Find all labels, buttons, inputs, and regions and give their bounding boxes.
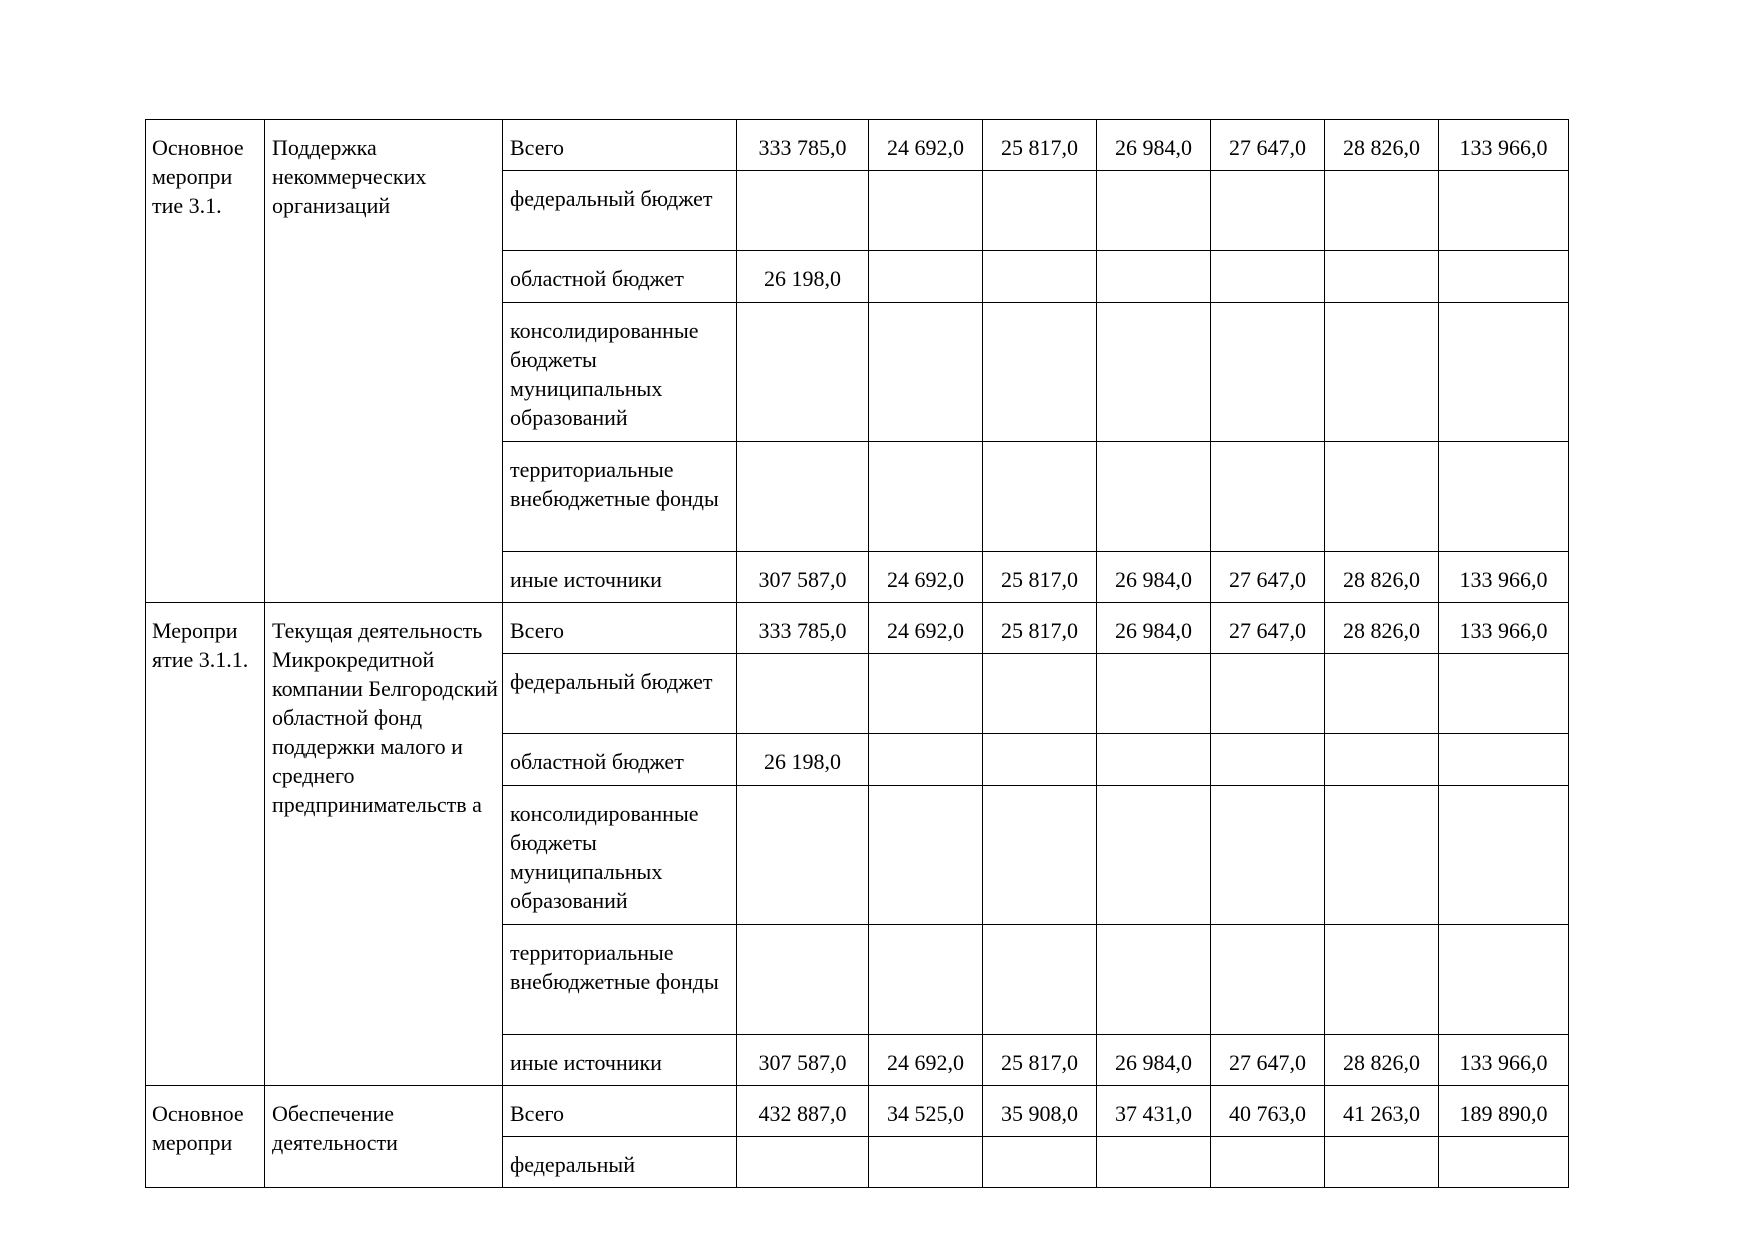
amount-cell: [983, 442, 1097, 552]
amount-cell: 26 198,0: [737, 734, 869, 786]
amount-cell: [869, 1137, 983, 1188]
amount-cell: 26 984,0: [1097, 552, 1211, 603]
amount-cell: [983, 251, 1097, 303]
funding-source-cell: иные источники: [503, 552, 737, 603]
amount-cell: 27 647,0: [1211, 552, 1325, 603]
amount-cell: [983, 925, 1097, 1035]
amount-cell: 26 984,0: [1097, 603, 1211, 654]
funding-source-cell: иные источники: [503, 1035, 737, 1086]
amount-cell: [1439, 442, 1569, 552]
amount-cell: [737, 1137, 869, 1188]
amount-cell: 26 984,0: [1097, 120, 1211, 171]
amount-cell: [869, 303, 983, 442]
amount-cell: [869, 925, 983, 1035]
amount-cell: [1097, 1137, 1211, 1188]
amount-cell: [1211, 654, 1325, 734]
amount-cell: 26 198,0: [737, 251, 869, 303]
table-row: [146, 1086, 1569, 1137]
funding-source-cell: областной бюджет: [503, 734, 737, 786]
amount-cell: [983, 786, 1097, 925]
amount-cell: [1097, 786, 1211, 925]
funding-source-cell: территориальные внебюджетные фонды: [503, 442, 737, 552]
amount-cell: [1211, 303, 1325, 442]
amount-cell: [1439, 303, 1569, 442]
measure-code-cell: Основное меропри тие 3.1.: [146, 120, 265, 603]
amount-cell: 35 908,0: [983, 1086, 1097, 1137]
funding-source-cell: федеральный бюджет: [503, 654, 737, 734]
amount-cell: [1211, 925, 1325, 1035]
amount-cell: [737, 925, 869, 1035]
measure-name-cell: Обеспечение деятельности: [265, 1086, 503, 1188]
amount-cell: 27 647,0: [1211, 603, 1325, 654]
amount-cell: [1211, 251, 1325, 303]
measure-code-cell: Основное меропри: [146, 1086, 265, 1188]
amount-cell: 307 587,0: [737, 552, 869, 603]
funding-table: [145, 119, 1569, 1188]
amount-cell: [869, 171, 983, 251]
amount-cell: [1097, 303, 1211, 442]
amount-cell: [1325, 925, 1439, 1035]
amount-cell: [983, 654, 1097, 734]
amount-cell: 133 966,0: [1439, 552, 1569, 603]
amount-cell: 133 966,0: [1439, 603, 1569, 654]
funding-source-cell: консолидированные бюджеты муниципальных образований: [503, 303, 737, 442]
amount-cell: [1211, 442, 1325, 552]
amount-cell: [1325, 1137, 1439, 1188]
funding-source-cell: областной бюджет: [503, 251, 737, 303]
funding-source-cell: территориальные внебюджетные фонды: [503, 925, 737, 1035]
amount-cell: [1439, 251, 1569, 303]
amount-cell: [869, 654, 983, 734]
amount-cell: [869, 786, 983, 925]
amount-cell: [1439, 1137, 1569, 1188]
amount-cell: 24 692,0: [869, 1035, 983, 1086]
amount-cell: 34 525,0: [869, 1086, 983, 1137]
amount-cell: [1097, 654, 1211, 734]
amount-cell: 26 984,0: [1097, 1035, 1211, 1086]
amount-cell: 24 692,0: [869, 120, 983, 171]
amount-cell: [1325, 734, 1439, 786]
amount-cell: [1439, 654, 1569, 734]
amount-cell: [1439, 171, 1569, 251]
amount-cell: [1325, 786, 1439, 925]
amount-cell: [1325, 251, 1439, 303]
funding-source-cell: федеральный: [503, 1137, 737, 1188]
amount-cell: 28 826,0: [1325, 120, 1439, 171]
amount-cell: [737, 171, 869, 251]
amount-cell: [1097, 251, 1211, 303]
amount-cell: 28 826,0: [1325, 603, 1439, 654]
amount-cell: 24 692,0: [869, 603, 983, 654]
funding-source-cell: Всего: [503, 603, 737, 654]
amount-cell: 25 817,0: [983, 552, 1097, 603]
amount-cell: 27 647,0: [1211, 120, 1325, 171]
amount-cell: 133 966,0: [1439, 120, 1569, 171]
amount-cell: 41 263,0: [1325, 1086, 1439, 1137]
amount-cell: [1211, 734, 1325, 786]
amount-cell: [1097, 925, 1211, 1035]
amount-cell: [1097, 171, 1211, 251]
amount-cell: 189 890,0: [1439, 1086, 1569, 1137]
amount-cell: [737, 303, 869, 442]
amount-cell: [1439, 925, 1569, 1035]
amount-cell: [1325, 654, 1439, 734]
amount-cell: 28 826,0: [1325, 552, 1439, 603]
amount-cell: [1097, 442, 1211, 552]
amount-cell: 27 647,0: [1211, 1035, 1325, 1086]
amount-cell: 25 817,0: [983, 603, 1097, 654]
amount-cell: 307 587,0: [737, 1035, 869, 1086]
amount-cell: [737, 442, 869, 552]
amount-cell: [983, 303, 1097, 442]
amount-cell: [1325, 303, 1439, 442]
table-body: [146, 120, 1569, 1188]
amount-cell: [1439, 734, 1569, 786]
amount-cell: [869, 251, 983, 303]
amount-cell: [1439, 786, 1569, 925]
amount-cell: [1325, 171, 1439, 251]
amount-cell: 333 785,0: [737, 603, 869, 654]
funding-source-cell: консолидированные бюджеты муниципальных образований: [503, 786, 737, 925]
funding-source-cell: федеральный бюджет: [503, 171, 737, 251]
amount-cell: 432 887,0: [737, 1086, 869, 1137]
measure-code-cell: Меропри ятие 3.1.1.: [146, 603, 265, 1086]
amount-cell: 37 431,0: [1097, 1086, 1211, 1137]
amount-cell: [1211, 1137, 1325, 1188]
table-row: [146, 120, 1569, 171]
amount-cell: 25 817,0: [983, 120, 1097, 171]
amount-cell: [869, 442, 983, 552]
amount-cell: 133 966,0: [1439, 1035, 1569, 1086]
funding-source-cell: Всего: [503, 120, 737, 171]
amount-cell: [1211, 171, 1325, 251]
amount-cell: [737, 786, 869, 925]
measure-name-cell: Текущая деятельность Микрокредитной компании Белгородский областной фонд поддержки малого и среднего предпринимательств а: [265, 603, 503, 1086]
amount-cell: [1097, 734, 1211, 786]
amount-cell: 28 826,0: [1325, 1035, 1439, 1086]
measure-name-cell: Поддержка некоммерческих организаций: [265, 120, 503, 603]
amount-cell: 24 692,0: [869, 552, 983, 603]
funding-source-cell: Всего: [503, 1086, 737, 1137]
amount-cell: [983, 1137, 1097, 1188]
amount-cell: 25 817,0: [983, 1035, 1097, 1086]
amount-cell: [1211, 786, 1325, 925]
amount-cell: 333 785,0: [737, 120, 869, 171]
amount-cell: [737, 654, 869, 734]
amount-cell: [1325, 442, 1439, 552]
amount-cell: [983, 734, 1097, 786]
amount-cell: [983, 171, 1097, 251]
amount-cell: [869, 734, 983, 786]
amount-cell: 40 763,0: [1211, 1086, 1325, 1137]
table-row: [146, 603, 1569, 654]
